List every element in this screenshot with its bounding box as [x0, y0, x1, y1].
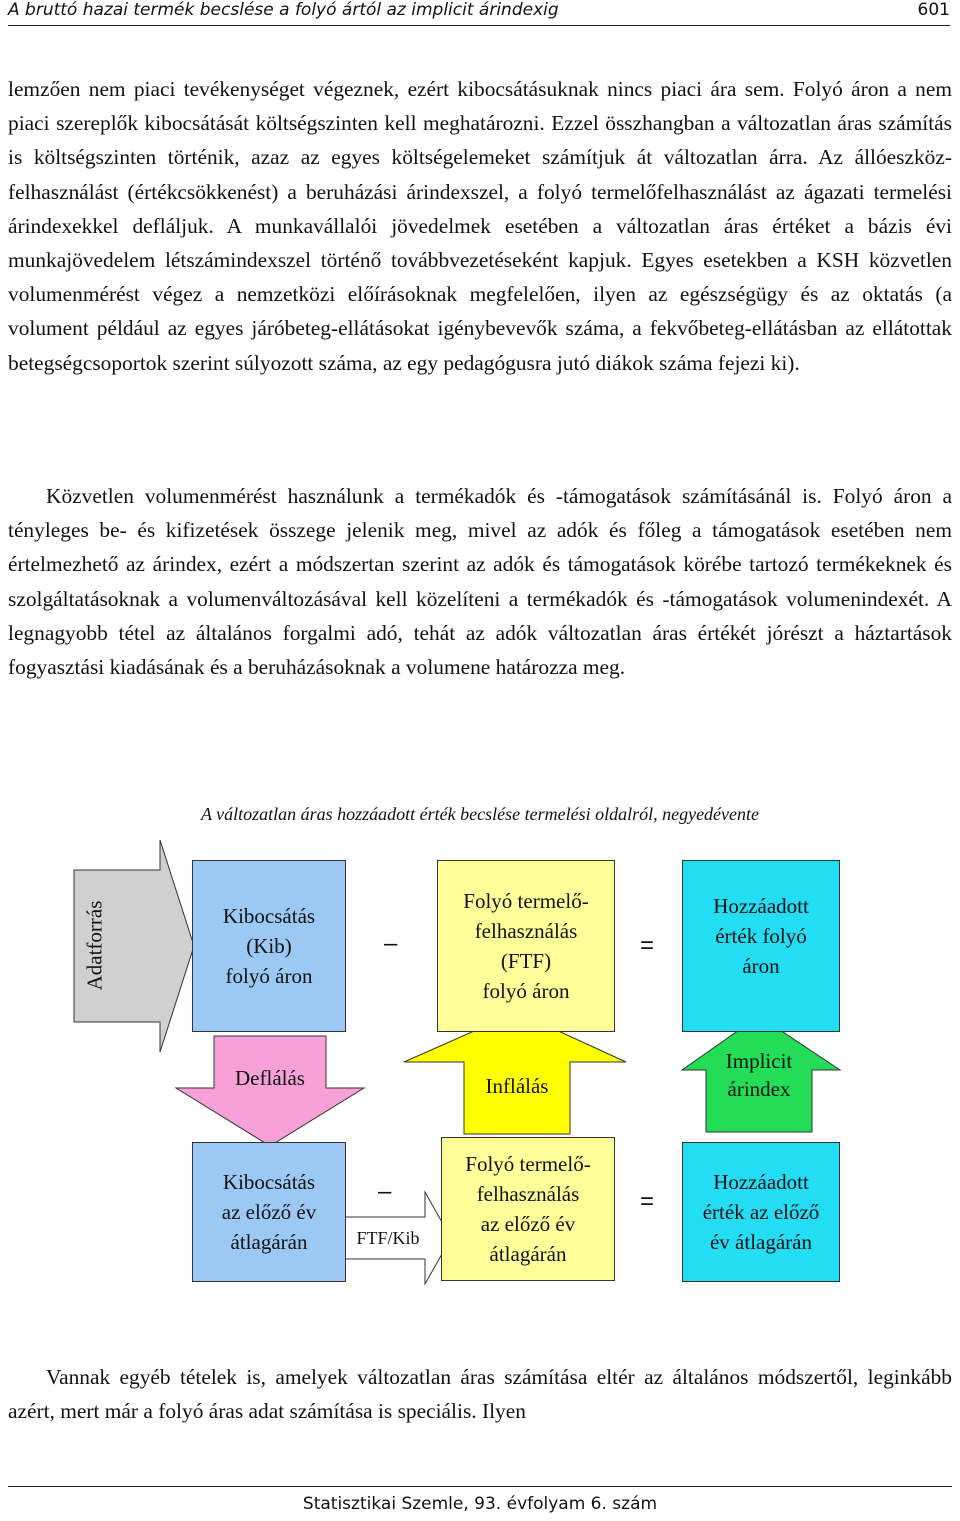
inflate-label: Inflálás — [485, 1074, 549, 1098]
intermediate-consumption-previous-year-price-box: Folyó termelő- felhasználás az előző év átlagárán — [441, 1137, 615, 1281]
output-previous-year-price-box: Kibocsátás az előző év átlagárán — [192, 1142, 346, 1282]
intermediate-consumption-current-price-box: Folyó termelő- felhasználás (FTF) folyó áron — [437, 860, 615, 1032]
running-header — [8, 0, 950, 28]
minus-operator-2: – — [378, 1178, 392, 1205]
header-title: A bruttó hazai termék becslése a folyó ártól az implicit árindexig — [8, 0, 559, 20]
value-added-previous-year-price-box: Hozzáadott érték az előző év átlagárán — [682, 1142, 840, 1282]
output-current-price-box: Kibocsátás (Kib) folyó áron — [192, 860, 346, 1032]
journal-citation: Statisztikai Szemle, 93. évfolyam 6. szám — [302, 1494, 658, 1514]
footer-rule — [8, 1486, 952, 1487]
deflate-label: Deflálás — [235, 1066, 305, 1090]
equals-operator-1: = — [640, 932, 655, 959]
equals-operator-2: = — [640, 1188, 655, 1215]
implicit-index-label: Implicit árindex — [725, 1049, 793, 1101]
flow-diagram — [0, 840, 960, 1310]
body-paragraph-1: lemzően nem piaci tevékenységet végeznek, ezért kibocsátásuknak nincs piaci ára sem. Folyó áron a nem piaci szereplők kibocsátását költségszinten kell meghatározni. Ezzel összhangban a változatlan áras számítás is költségszinten történik, azaz az egyes költségelemeket számítjuk át változatlan árra. Az állóeszköz-felhasználást (értékcsökkenést) a beruházási árindexszel, a folyó termelőfelhasználást az ágazati termelési árindexekkel defláljuk. A munkavállalói jövedelmek esetében a változatlan áras értéket a bázis évi munkajövedelem létszámindexszel történő továbbvezetéseként kapjuk. Egyes esetekben a KSH közvetlen volumenmérést végez a nemzetközi előírásoknak megfelelően, ilyen az egészségügy és az oktatás (a volument például az egyes járóbeteg-ellátásokat igénybevevők száma, a fekvőbeteg-ellátásban az ellátottak betegségcsoportok szerint súlyozott száma, az egy pedagógusra jutó diákok száma fejezi ki). — [8, 77, 952, 375]
running-footer — [0, 1494, 960, 1514]
body-paragraph-3: Vannak egyéb tételek is, amelyek változatlan áras számítása eltér az általános módszertől, leginkább azért, mert már a folyó áras adat számítása is speciális. Ilyen — [8, 1365, 952, 1424]
figure-caption: A változatlan áras hozzáadott érték becslése termelési oldalról, negyedévente — [200, 804, 760, 824]
body-paragraph-2: Közvetlen volumenmérést használunk a termékadók és -támogatások számításánál is. Folyó áron a tényleges be- és kifizetések összege jelenik meg, mivel az adók és főleg a támogatások esetében nem értelmezhető az árindex, ezért a módszertan szerint az adók és támogatások körébe tartozó termékeknek és szolgáltatásoknak a volumenváltozásával kell közelíteni a termékadók és -támogatások volumenindexét. A legnagyobb tétel az általános forgalmi adó, tehát az adók változatlan áras értékét jórészt a háztartások fogyasztási kiadásának és a beruházásoknak a volumene határozza meg. — [8, 484, 952, 680]
page-number: 601 — [917, 0, 950, 20]
data-source-label: Adatforrás — [82, 900, 107, 990]
minus-operator-1: – — [384, 930, 398, 957]
header-rule — [8, 25, 950, 26]
ftf-kib-label: FTF/Kib — [356, 1228, 420, 1248]
value-added-current-price-box: Hozzáadott érték folyó áron — [682, 860, 840, 1032]
